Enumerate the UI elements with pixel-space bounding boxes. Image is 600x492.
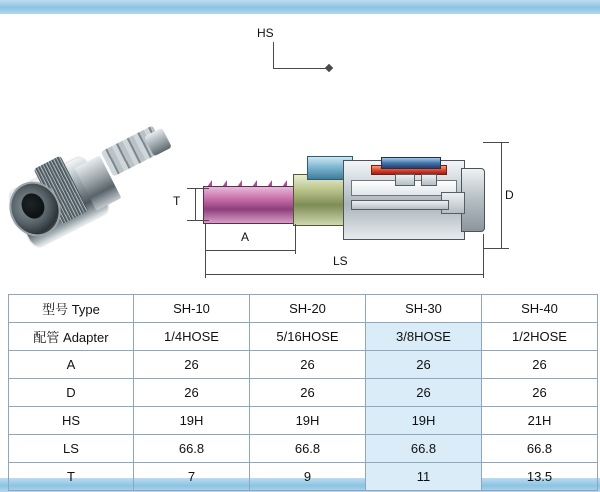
hs-leader-arrow <box>325 64 333 72</box>
row-label-ls: LS <box>9 435 134 463</box>
cell-ls-sh10: 66.8 <box>134 435 250 463</box>
dim-label-a: A <box>241 230 250 244</box>
row-label-hs: HS <box>9 407 134 435</box>
cell-a-sh20: 26 <box>250 351 366 379</box>
mid-body-section <box>293 174 347 226</box>
cell-d-sh10: 26 <box>134 379 250 407</box>
row-label-d: D <box>9 379 134 407</box>
cell-type-sh10: SH-10 <box>134 295 250 323</box>
sleeve-strip <box>381 157 441 169</box>
product-photo <box>8 119 181 249</box>
hs-leader-vertical <box>273 42 274 68</box>
cell-a-sh10: 26 <box>134 351 250 379</box>
d-ext-bottom <box>483 248 509 249</box>
hs-leader-horizontal <box>273 68 329 69</box>
cell-ls-sh20: 66.8 <box>250 435 366 463</box>
dim-label-t: T <box>173 194 181 208</box>
row-label-adapter: 配管 Adapter <box>9 323 134 351</box>
dim-label-ls: LS <box>333 254 348 268</box>
figure-area <box>0 14 600 290</box>
internal-detail-1 <box>395 174 415 186</box>
table-row <box>9 463 598 491</box>
cell-hs-sh20: 19H <box>250 407 366 435</box>
d-dim-line <box>501 142 502 248</box>
row-label-t: T <box>9 463 134 491</box>
a-ext-right <box>295 224 296 254</box>
ls-dim-line <box>205 274 483 275</box>
cell-hs-sh40: 21H <box>482 407 598 435</box>
dim-label-hs: HS <box>257 26 274 40</box>
spec-table-container <box>8 294 592 491</box>
dim-label-d: D <box>505 188 514 202</box>
ls-ext-right <box>483 234 484 278</box>
table-row <box>9 435 598 463</box>
cell-type-sh20: SH-20 <box>250 295 366 323</box>
table-row <box>9 295 598 323</box>
t-dim-line <box>195 188 196 220</box>
cell-d-sh20: 26 <box>250 379 366 407</box>
spec-table <box>8 294 598 491</box>
cell-a-sh40: 26 <box>482 351 598 379</box>
cell-adapter-sh40: 1/2HOSE <box>482 323 598 351</box>
internal-detail-4 <box>351 200 449 210</box>
table-row <box>9 379 598 407</box>
table-row <box>9 323 598 351</box>
technical-drawing <box>173 24 593 286</box>
cell-t-sh20: 9 <box>250 463 366 491</box>
table-row <box>9 407 598 435</box>
cell-a-sh30: 26 <box>366 351 482 379</box>
cell-d-sh30: 26 <box>366 379 482 407</box>
cell-adapter-sh30: 3/8HOSE <box>366 323 482 351</box>
cell-t-sh30: 11 <box>366 463 482 491</box>
cell-t-sh40: 13.5 <box>482 463 598 491</box>
cell-hs-sh30: 19H <box>366 407 482 435</box>
hose-tail-section <box>203 186 297 224</box>
cell-hs-sh10: 19H <box>134 407 250 435</box>
cell-ls-sh40: 66.8 <box>482 435 598 463</box>
cell-d-sh40: 26 <box>482 379 598 407</box>
cell-ls-sh30: 66.8 <box>366 435 482 463</box>
a-dim-line <box>205 250 295 251</box>
cell-adapter-sh10: 1/4HOSE <box>134 323 250 351</box>
cell-type-sh40: SH-40 <box>482 295 598 323</box>
table-row <box>9 351 598 379</box>
top-decorative-band <box>0 0 600 14</box>
d-ext-top <box>483 142 509 143</box>
cell-adapter-sh20: 5/16HOSE <box>250 323 366 351</box>
cell-type-sh30: SH-30 <box>366 295 482 323</box>
cell-t-sh10: 7 <box>134 463 250 491</box>
internal-detail-2 <box>421 174 437 186</box>
row-label-type: 型号 Type <box>9 295 134 323</box>
t-ext-bottom <box>187 220 209 221</box>
t-ext-top <box>187 188 209 189</box>
row-label-a: A <box>9 351 134 379</box>
